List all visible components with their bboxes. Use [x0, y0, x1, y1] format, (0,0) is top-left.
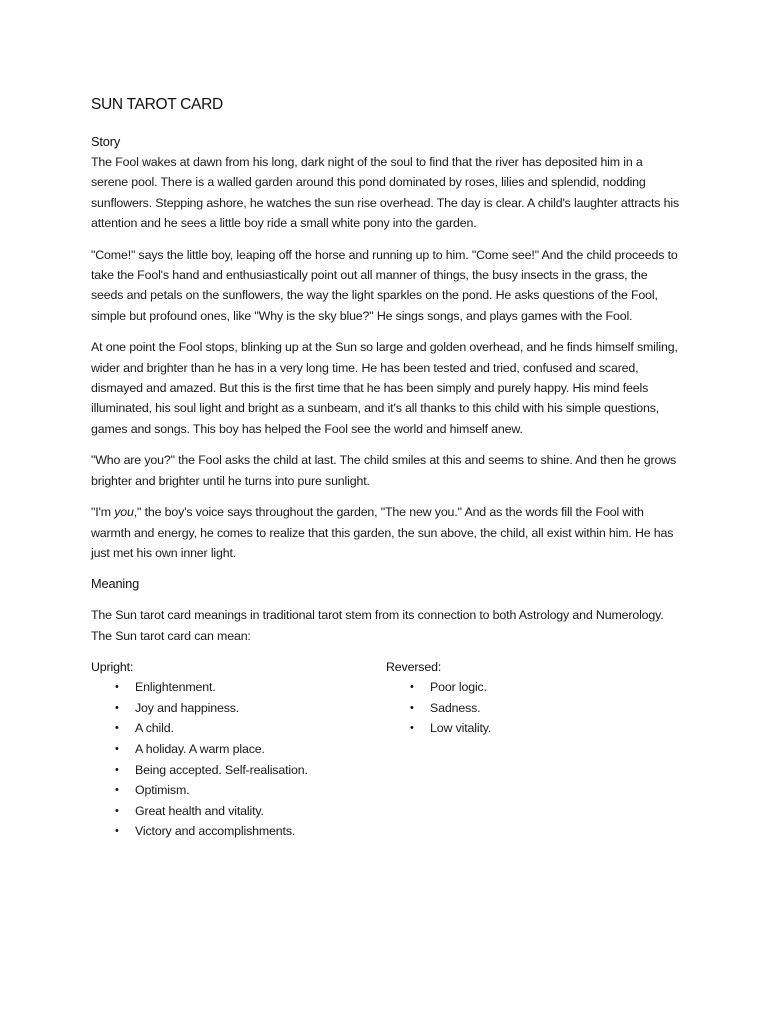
list-item: [91, 760, 386, 781]
meaning-intro: The Sun tarot card meanings in traditional tarot stem from its connection to both Astrology and Numerology. The Sun tarot card can mean:: [91, 608, 664, 643]
upright-heading: Upright:: [91, 660, 134, 675]
story-paragraph: "Come!" says the little boy, leaping off the horse and running up to him. "Come see!" And the child proceeds to take the Fool's hand and enthusiastically point out all manner of things, the busy insects in the grass, the seeds and petals on the sunflowers, the way the light sparkles on the pond. He asks questions of the Fool, simple but profound ones, like "Why is the sky blue?" He sings songs, and plays games with the Fool.: [91, 247, 678, 323]
story-paragraph: "Who are you?" the Fool asks the child at last. The child smiles at this and seems to shine. And then he grows brighter and brighter until he turns into pure sunlight.: [91, 453, 677, 488]
bullet-icon: •: [115, 722, 119, 735]
list-item-text: Being accepted. Self-realisation.: [135, 762, 308, 777]
bullet-icon: •: [115, 742, 119, 755]
list-item: [386, 718, 681, 739]
list-item-text: Joy and happiness.: [135, 700, 240, 715]
bullet-icon: •: [115, 701, 119, 714]
reversed-heading: Reversed:: [386, 660, 442, 675]
list-item-text: Sadness.: [430, 700, 481, 715]
bullet-icon: •: [410, 681, 414, 694]
list-item-text: Enlightenment.: [135, 680, 216, 695]
list-item: [91, 739, 386, 760]
meaning-lists: [91, 657, 681, 842]
upright-column: [91, 657, 386, 842]
story-paragraph: The Fool wakes at dawn from his long, dark night of the soul to find that the river has deposited him in a serene pool. There is a walled garden around this pond dominated by roses, lilies and splendid, nodding sunflowers. Stepping ashore, he watches the sun rise overhead. The day is clear. A child's laughter attracts his attention and he sees a little boy ride a small white pony into the garden.: [91, 155, 679, 231]
list-item-text: Poor logic.: [430, 680, 487, 695]
story-paragraph: At one point the Fool stops, blinking up at the Sun so large and golden overhead, and he finds himself smiling, wider and brighter than he has in a very long time. He has been tested and tried, confused and scared, dismayed and amazed. But this is the first time that he has been simply and purely happy. His mind feels illuminated, his soul light and bright as a sunbeam, and it's all thanks to this child with his simple questions, games and songs. This boy has helped the Fool see the world and himself anew.: [91, 340, 678, 436]
story-section: [91, 132, 681, 563]
list-item-text: Low vitality.: [430, 721, 492, 736]
list-item-text: Optimism.: [135, 783, 190, 798]
reversed-column: [386, 657, 681, 842]
list-item: [386, 677, 681, 698]
story-heading: Story: [91, 134, 121, 149]
meaning-heading: Meaning: [91, 576, 140, 592]
list-item: [91, 821, 386, 842]
bullet-icon: •: [410, 701, 414, 714]
list-item: [91, 780, 386, 801]
list-item: [91, 718, 386, 739]
list-item-text: A holiday. A warm place.: [135, 741, 265, 756]
list-item: [91, 801, 386, 822]
bullet-icon: •: [115, 784, 119, 797]
list-item-text: Victory and accomplishments.: [135, 824, 296, 839]
story-emphasis: you: [114, 505, 134, 520]
bullet-icon: •: [115, 681, 119, 694]
page-title: SUN TAROT CARD: [91, 96, 223, 113]
story-paragraph: [91, 502, 681, 563]
list-item: [91, 677, 386, 698]
list-item: [91, 698, 386, 719]
bullet-icon: •: [115, 804, 119, 817]
reversed-list: [386, 677, 681, 739]
story-text: "I'm: [91, 505, 115, 520]
bullet-icon: •: [115, 763, 119, 776]
meaning-section: [91, 574, 681, 842]
document-body: [91, 94, 681, 842]
list-item-text: A child.: [135, 721, 174, 736]
story-text: ," the boy's voice says throughout the garden, "The new you." And as the words fill the Fool with warmth and energy, he comes to realize that this garden, the sun above, the child, all exist within him. He has just met his own inner light.: [91, 505, 674, 560]
upright-list: [91, 677, 386, 842]
bullet-icon: •: [115, 825, 119, 838]
list-item: [386, 698, 681, 719]
list-item-text: Great health and vitality.: [135, 803, 264, 818]
bullet-icon: •: [410, 722, 414, 735]
